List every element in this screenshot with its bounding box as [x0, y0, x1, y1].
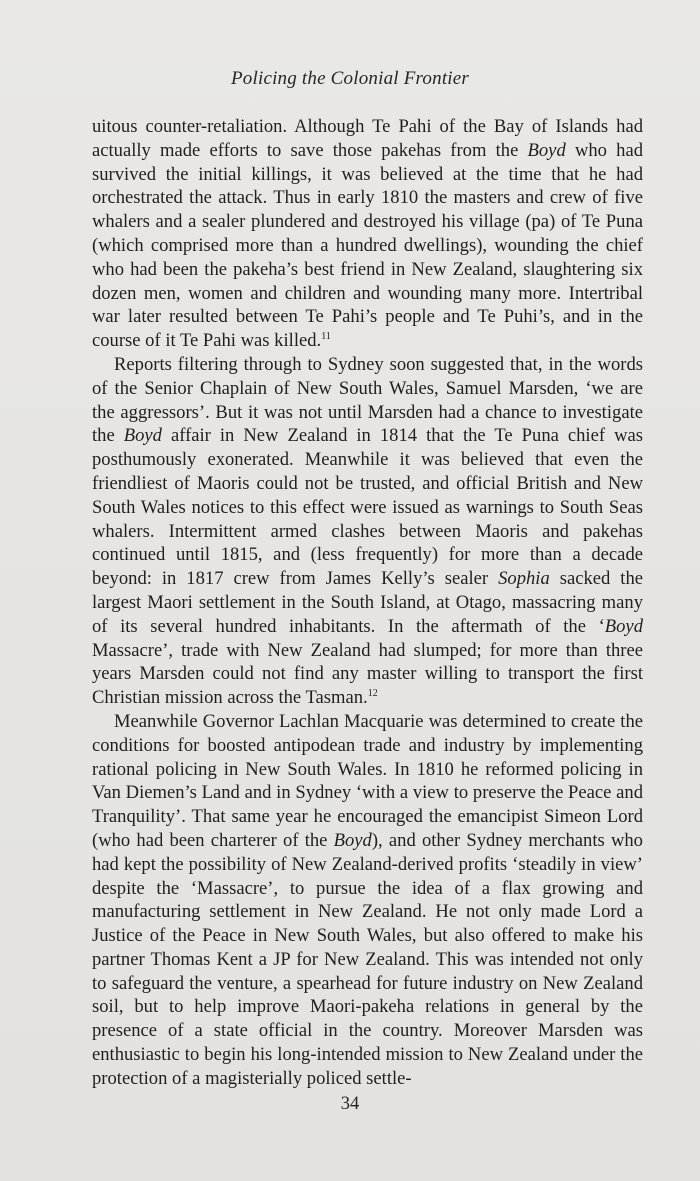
text-run: Massacre’, trade with New Zealand had slumped; for more than three years Marsden could not find any master willing to transport the first Christian mission across the Tasman.	[92, 639, 643, 709]
text-run: who had survived the initial killings, it was believed at the time that he had orchestrated the attack. Thus in early 1810 the masters and crew of five whalers and a sealer plundered and destroyed his village (pa) of Te Puna (which comprised more than a hundred dwellings), wounding the chief who had been the pakeha’s best friend in New Zealand, slaughtering six dozen men, women and children and wounding many more. Intertribal war later resulted between Te Pahi’s people and Te Puhi’s, and in the course of it Te Pahi was killed.	[92, 139, 644, 352]
footnote-ref: 12	[367, 688, 378, 700]
page-number: 34	[340, 1094, 360, 1114]
text-run: affair in New Zealand in 1814 that the Te Puna chief was posthumously exonerated. Meanwhile it was believed that even the friendliest of Maoris could not be trusted, and official British and New South Wales notices to this effect were issued as warnings to South Seas whalers. Intermittent armed clashes between Maoris and pakehas continued until 1815, and (less frequently) for more than a decade beyond: in 1817 crew from James Kelly’s sealer	[92, 425, 643, 590]
italic-text: Sophia	[498, 568, 550, 590]
paragraph	[92, 115, 643, 353]
italic-text: Boyd	[604, 615, 643, 637]
italic-text: Boyd	[123, 425, 162, 447]
paragraph	[92, 710, 643, 1091]
text-run: sacked the largest Maori settlement in the South Island, at Otago, massacring many of its several hundred inhabitants. In the aftermath of the ‘	[92, 568, 643, 637]
text-run: Meanwhile Governor Lachlan Macquarie was determined to create the conditions for boosted antipodean trade and industry by implementing rational policing in New South Wales. In 1810 he reformed policing in Van Diemen’s Land and in Sydney ‘with a view to preserve the Peace and Tranquility’. That same year he encouraged the emancipist Simeon Lord (who had been charterer of the	[92, 710, 643, 851]
footnote-ref: 11	[321, 331, 331, 343]
text-run: uitous counter-retaliation. Although Te Pahi of the Bay of Islands had actually made efforts to save those pakehas from the	[92, 116, 643, 161]
paragraph	[92, 353, 643, 710]
text-run: Reports filtering through to Sydney soon suggested that, in the words of the Senior Chaplain of New South Wales, Samuel Marsden, ‘we are the aggressors’. But it was not until Marsden had a chance to investigate the	[92, 353, 643, 447]
body-text	[92, 115, 643, 1091]
italic-text: Boyd	[527, 139, 566, 161]
text-run: ), and other Sydney merchants who had kept the possibility of New Zealand-derived profits ‘steadily in view’ despite the ‘Massacre’, to pursue the idea of a flax growing and manufacturing settlement in New Zealand. He not only made Lord a Justice of the Peace in New South Wales, but also offered to make his partner Thomas Kent a JP for New Zealand. This was intended not only to safeguard the venture, a spearhead for future industry on New Zealand soil, but to help improve Maori-pakeha relations in general by the presence of a state official in the country. Moreover Marsden was enthusiastic to begin his long-intended mission to New Zealand under the protection of a magisterially policed settle-	[92, 829, 643, 1089]
running-head: Policing the Colonial Frontier	[230, 68, 470, 89]
italic-text: Boyd	[333, 829, 372, 851]
